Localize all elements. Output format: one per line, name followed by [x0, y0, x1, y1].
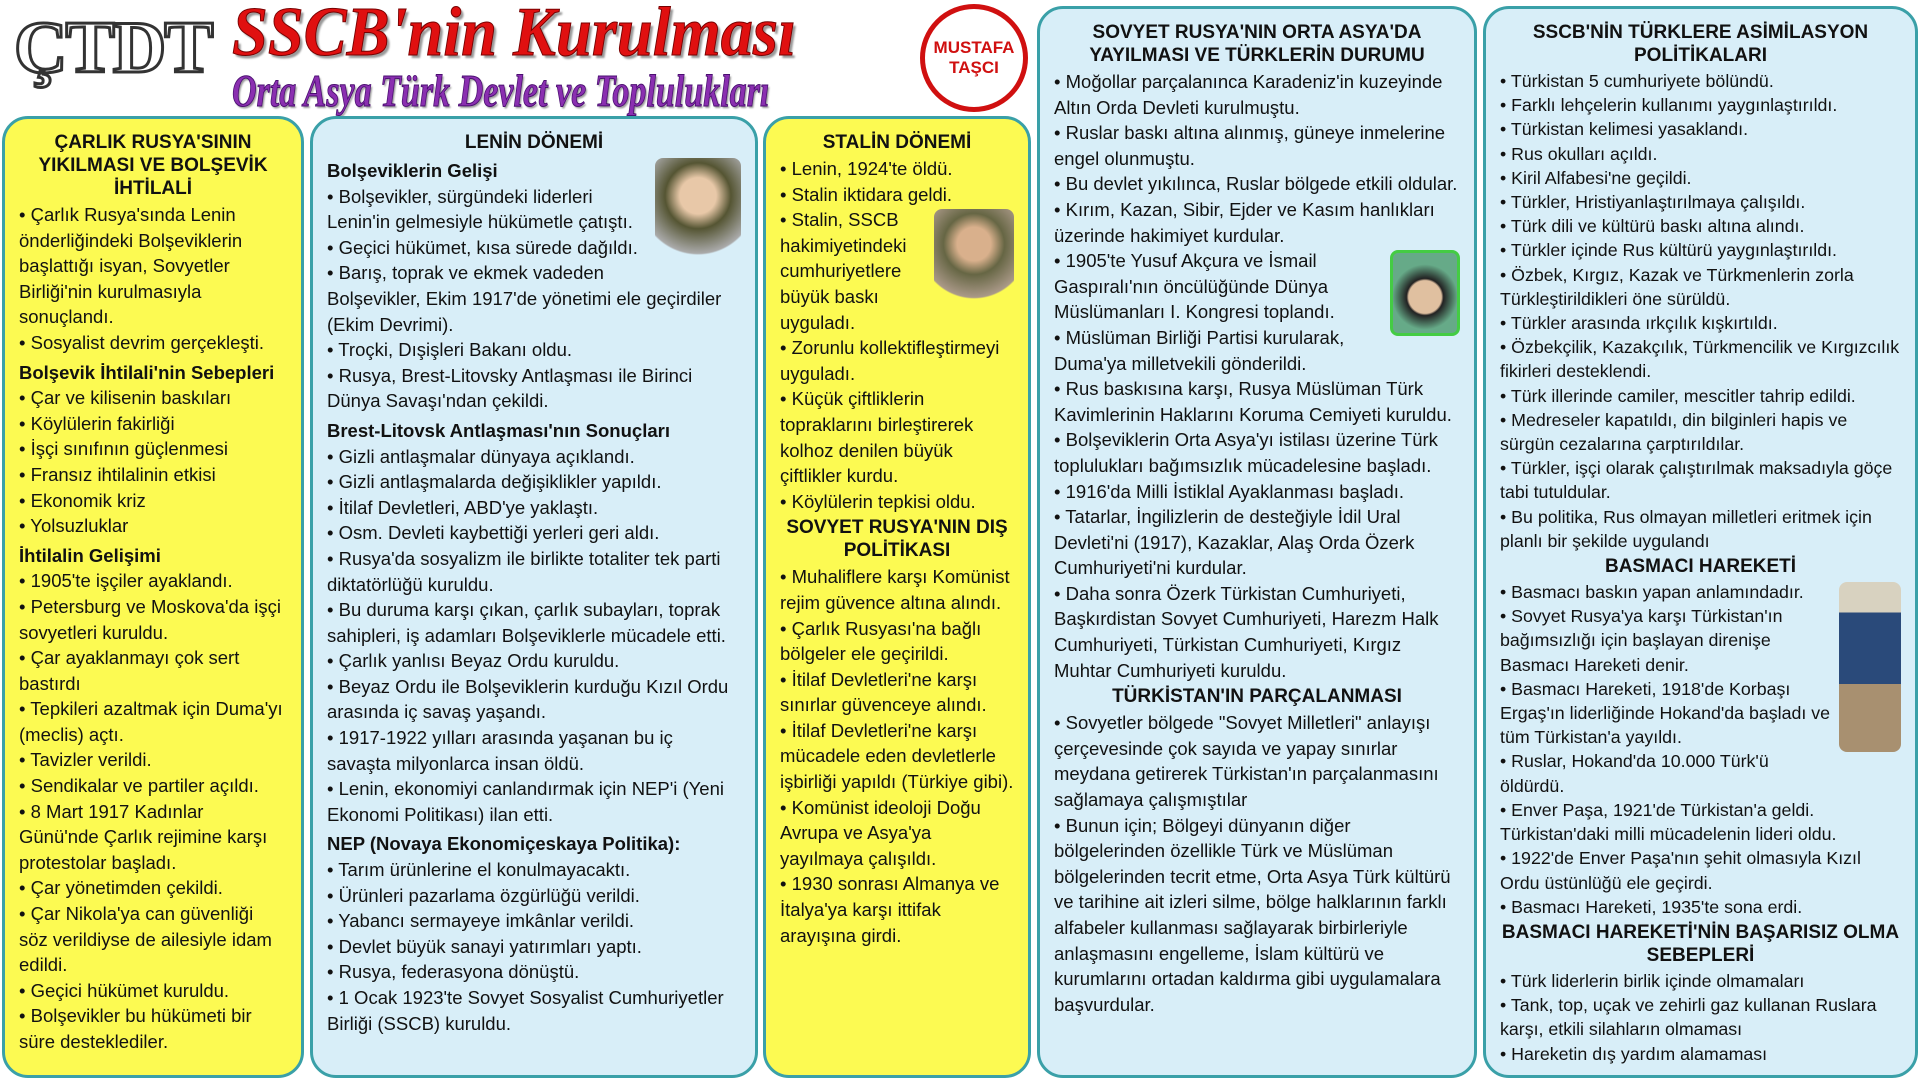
bullet-item: • Türkistan 5 cumhuriyete bölündü.: [1500, 69, 1901, 93]
bullet-item: • 1905'te Yusuf Akçura ve İsmail Gaspıralı'nın öncülüğünde Dünya Müslümanları I. Kongresi toplandı.: [1054, 248, 1460, 325]
bullet-item: • 1 Ocak 1923'te Sovyet Sosyalist Cumhuriyetler Birliği (SSCB) kuruldu.: [327, 985, 741, 1036]
bullet-item: • Muhaliflere karşı Komünist rejim güvence altına alındı.: [780, 564, 1014, 615]
bullet-item: • Bu duruma karşı çıkan, çarlık subayları, toprak sahipleri, iş adamları Bolşeviklerle mücadele etti.: [327, 597, 741, 648]
bullet-item: • Zorunlu kollektifleştirmeyi uyguladı.: [780, 335, 1014, 386]
bullet-item: • Kiril Alfabesi'ne geçildi.: [1500, 166, 1901, 190]
section-heading: TÜRKİSTAN'IN PARÇALANMASI: [1112, 686, 1402, 708]
bullet-item: • Osm. Devleti kaybettiği yerleri geri aldı.: [327, 520, 741, 546]
section-heading: İhtilalin Gelişimi: [19, 544, 161, 566]
bullet-item: • 8 Mart 1917 Kadınlar Günü'nde Çarlık rejimine karşı protestolar başladı.: [19, 799, 287, 876]
bullet-item: • Devlet büyük sanayi yatırımları yaptı.: [327, 934, 741, 960]
bullet-item: • Çarlık Rusyası'na bağlı bölgeler ele geçirildi.: [780, 616, 1014, 667]
bullet-item: • Tank, top, uçak ve zehirli gaz kullanan Ruslara karşı, etkili silahların olmaması: [1500, 993, 1901, 1041]
bullet-item: • Yolsuzluklar: [19, 513, 287, 539]
bullet-item: • Küçük çiftliklerin topraklarını birleştirerek kolhoz denilen büyük çiftlikler kurdu.: [780, 386, 1014, 488]
bullet-item: • Tatarlar, İngilizlerin de desteğiyle İdil Ural Devleti'ni (1917), Kazaklar, Alaş Orda Özerk Cumhuriyeti'ni kurdular.: [1054, 504, 1460, 581]
section-heading: Bolşeviklerin Gelişi: [327, 160, 498, 181]
bullet-item: • Müslüman Birliği Partisi kurularak, Duma'ya milletvekili gönderildi.: [1054, 325, 1460, 376]
column-carlik-rusya: [2, 116, 304, 1078]
bullet-item: • Barış, toprak ve ekmek vadeden Bolşevikler, Ekim 1917'de yönetimi ele geçirdiler (Ekim Devrimi).: [327, 260, 741, 337]
bullet-item: • Basmacı baskın yapan anlamındadır.: [1500, 580, 1901, 604]
section-heading: SOVYET RUSYA'NIN ORTA ASYA'DA YAYILMASI VE TÜRKLERİN DURUMU: [1089, 22, 1425, 66]
bullet-item: • Sendikalar ve partiler açıldı.: [19, 773, 287, 799]
bullet-item: • Bu devlet yıkılınca, Ruslar bölgede etkili oldular.: [1054, 171, 1460, 197]
bullet-item: • 1917-1922 yılları arasında yaşanan bu iç savaşta milyonlarca insan öldü.: [327, 725, 741, 776]
section-heading: STALİN DÖNEMİ: [822, 132, 972, 153]
bullet-item: • Basmacı Hareketi, 1918'de Korbaşı Ergaş'ın liderliğinde Hokand'da başladı ve tüm Türkistan'a yayıldı.: [1500, 677, 1901, 750]
column-stalin: [763, 116, 1031, 1078]
bullet-item: • Stalin iktidara geldi.: [780, 182, 1014, 208]
bullet-item: • Çar ve kilisenin baskıları: [19, 385, 287, 411]
bullet-item: • Bolşevikler, sürgündeki liderleri Lenin'in gelmesiyle hükümetle çatıştı.: [327, 184, 741, 235]
bullet-item: • Tavizler verildi.: [19, 747, 287, 773]
bullet-item: • İtilaf Devletleri'ne karşı sınırlar güvenceye alındı.: [780, 667, 1014, 718]
column-orta-asya: [1037, 6, 1477, 1078]
bullet-item: • Rus okulları açıldı.: [1500, 142, 1901, 166]
bullet-item: • Bolşeviklerin Orta Asya'yı istilası üzerine Türk toplulukları bağımsızlık mücadelesine başladı.: [1054, 427, 1460, 478]
bullet-item: • Çar Nikola'ya can güvenliği söz verildiyse de ailesiyle idam edildi.: [19, 901, 287, 978]
bullet-item: • İtilaf Devletleri, ABD'ye yaklaştı.: [327, 495, 741, 521]
bullet-item: • 1905'te işçiler ayaklandı.: [19, 568, 287, 594]
bullet-item: • Sovyet Rusya'ya karşı Türkistan'ın bağımsızlığı için başlayan direnişe Basmacı Hareketi denir.: [1500, 604, 1901, 677]
bullet-item: • İtilaf Devletleri'ne karşı mücadele eden devletlerle işbirliği yapıldı (Türkiye gibi).: [780, 718, 1014, 795]
stalin-portrait: [934, 209, 1014, 309]
bullet-item: • Troçki, Dışişleri Bakanı oldu.: [327, 337, 741, 363]
bullet-item: • Ekonomik kriz: [19, 488, 287, 514]
page-subtitle: Orta Asya Türk Devlet ve Toplulukları: [232, 65, 770, 116]
bullet-item: • Bunun için; Bölgeyi dünyanın diğer bölgelerinden özellikle Türk ve Müslüman bölgelerinden tecrit etme, Orta Asya Türk kültürü ve tarihine ait izleri silme, bölge halklarının farklı alfabeler kullanması sağlayarak birbirleriyle anlaşmasını engelleme, İslam kültürü ve kurumlarını ortadan kaldırma gibi uygulamalara başvurdular.: [1054, 813, 1460, 1018]
section-heading: SOVYET RUSYA'NIN DIŞ POLİTİKASI: [786, 517, 1008, 562]
section-heading: LENİN DÖNEMİ: [464, 132, 604, 153]
bullet-item: • Farklı lehçelerin kullanımı yaygınlaştırıldı.: [1500, 93, 1901, 117]
bullet-item: • Bolşevikler bu hükümeti bir süre desteklediler.: [19, 1003, 287, 1054]
bullet-item: • 1930 sonrası Almanya ve İtalya'ya karşı ittifak arayışına girdi.: [780, 871, 1014, 948]
bullet-item: • 1916'da Milli İstiklal Ayaklanması başladı.: [1054, 479, 1460, 505]
bullet-item: • Sosyalist devrim gerçekleşti.: [19, 330, 287, 356]
bullet-item: • Türk dili ve kültürü baskı altına alındı.: [1500, 214, 1901, 238]
bullet-item: • Tepkileri azaltmak için Duma'yı (meclis) açtı.: [19, 696, 287, 747]
bullet-item: • Türkistan kelimesi yasaklandı.: [1500, 117, 1901, 141]
bullet-item: • Komünist ideoloji Doğu Avrupa ve Asya'ya yayılmaya çalışıldı.: [780, 795, 1014, 872]
bullet-item: • Geçici hükümet, kısa sürede dağıldı.: [327, 235, 741, 261]
basmaci-figure: [1839, 582, 1901, 752]
bullet-item: • Hareketin dış yardım alamaması: [1500, 1042, 1901, 1066]
bullet-item: • Yabancı sermayeye imkânlar verildi.: [327, 908, 741, 934]
bullet-item: • Bu politika, Rus olmayan milletleri eritmek için planlı bir şekilde uygulandı: [1500, 505, 1901, 553]
bullet-item: • Özbekçilik, Kazakçılık, Türkmencilik ve Kırgızcılık fikirleri desteklendi.: [1500, 335, 1901, 383]
bullet-item: • Rusya'da sosyalizm ile birlikte totaliter tek parti diktatörlüğü kuruldu.: [327, 546, 741, 597]
bullet-item: • Lenin, 1924'te öldü.: [780, 156, 1014, 182]
bullet-item: • Özbek, Kırgız, Kazak ve Türkmenlerin zorla Türkleştirildikleri öne sürüldü.: [1500, 263, 1901, 311]
gaspirali-portrait: [1390, 250, 1460, 336]
bullet-item: • Basmacı Hareketi, 1935'te sona erdi.: [1500, 895, 1901, 919]
bullet-item: • Fransız ihtilalinin etkisi: [19, 462, 287, 488]
section-heading: NEP (Novaya Ekonomiçeskaya Politika):: [327, 833, 681, 855]
column-lenin: [310, 116, 758, 1078]
bullet-item: • Moğollar parçalanınca Karadeniz'in kuzeyinde Altın Orda Devleti kurulmuştu.: [1054, 69, 1460, 120]
bullet-item: • Kırım, Kazan, Sibir, Ejder ve Kasım hanlıkları üzerinde hakimiyet kurdular.: [1054, 197, 1460, 248]
bullet-item: • Çarlık Rusya'sında Lenin önderliğindeki Bolşeviklerin başlattığı isyan, Sovyetler Birliği'nin kurulmasıyla sonuçlandı.: [19, 202, 287, 330]
bullet-item: • Türk liderlerin birlik içinde olmamaları: [1500, 969, 1901, 993]
bullet-item: • Köylülerin fakirliği: [19, 411, 287, 437]
bullet-item: • Türkler içinde Rus kültürü yaygınlaştırıldı.: [1500, 238, 1901, 262]
bullet-item: • Petersburg ve Moskova'da işçi sovyetleri kuruldu.: [19, 594, 287, 645]
bullet-item: • Enver Paşa, 1921'de Türkistan'a geldi. Türkistan'daki milli mücadelenin lideri oldu.: [1500, 798, 1901, 846]
bullet-item: • Çar yönetimden çekildi.: [19, 875, 287, 901]
bullet-item: • Türkler, işçi olarak çalıştırılmak maksadıyla göçe tabi tutuldular.: [1500, 456, 1901, 504]
bullet-item: • Sovyetler bölgede "Sovyet Milletleri" anlayışı çerçevesinde çok sayıda ve yapay sınırlar meydana getirerek Türkistan'ın parçalanmasını sağlamaya çalışmıştılar: [1054, 710, 1460, 812]
bullet-item: • Türk illerinde camiler, mescitler tahrip edildi.: [1500, 384, 1901, 408]
bullet-item: • Türkler arasında ırkçılık kışkırtıldı.: [1500, 311, 1901, 335]
bullet-item: • Çarlık yanlısı Beyaz Ordu kuruldu.: [327, 648, 741, 674]
bullet-item: • Rusya, Brest-Litovsky Antlaşması ile Birinci Dünya Savaşı'ndan çekildi.: [327, 363, 741, 414]
bullet-item: • Ruslar, Hokand'da 10.000 Türk'ü öldürdü.: [1500, 749, 1901, 797]
bullet-item: • Türkler, Hristiyanlaştırılmaya çalışıldı.: [1500, 190, 1901, 214]
bullet-item: • Daha sonra Özerk Türkistan Cumhuriyeti, Başkırdistan Sovyet Cumhuriyeti, Harezm Halk Cumhuriyeti, Türkistan Cumhuriyeti, Kırgız Muhtar Cumhuriyeti kuruldu.: [1054, 581, 1460, 683]
bullet-item: • Beyaz Ordu ile Bolşeviklerin kurduğu Kızıl Ordu arasında iç savaş yaşandı.: [327, 674, 741, 725]
section-heading: ÇARLIK RUSYA'SININ YIKILMASI VE BOLŞEVİK İHTİLALİ: [38, 132, 268, 199]
author-stamp: MUSTAFA TAŞCI: [920, 4, 1028, 112]
section-heading: Bolşevik İhtilali'nin Sebepleri: [19, 361, 275, 383]
logo: ÇTDT: [14, 7, 212, 89]
bullet-item: • Ruslar baskı altına alınmış, güneye inmelerine engel olunmuştu.: [1054, 120, 1460, 171]
column-asimilasyon: [1483, 6, 1918, 1078]
bullet-item: • Ürünleri pazarlama özgürlüğü verildi.: [327, 883, 741, 909]
section-heading: BASMACI HAREKETİ'NİN BAŞARISIZ OLMA SEBEPLERİ: [1501, 921, 1900, 966]
page-title: SSCB'nin Kurulması: [232, 0, 796, 71]
section-heading: SSCB'NİN TÜRKLERE ASİMİLASYON POLİTİKALARI: [1532, 22, 1869, 66]
bullet-item: • Rus baskısına karşı, Rusya Müslüman Türk Kavimlerinin Haklarını Koruma Cemiyeti kuruldu.: [1054, 376, 1460, 427]
lenin-portrait: [655, 158, 741, 266]
bullet-item: • 1922'de Enver Paşa'nın şehit olmasıyla Kızıl Ordu üstünlüğü ele geçirdi.: [1500, 846, 1901, 894]
bullet-item: • Tarım ürünlerine el konulmayacaktı.: [327, 857, 741, 883]
bullet-item: • Medreseler kapatıldı, din bilginleri hapis ve sürgün cezalarına çarptırıldılar.: [1500, 408, 1901, 456]
section-heading: BASMACI HAREKETİ: [1604, 556, 1797, 578]
bullet-item: • Köylülerin tepkisi oldu.: [780, 489, 1014, 515]
bullet-item: • Rusya, federasyona dönüştü.: [327, 959, 741, 985]
bullet-item: • İşçi sınıfının güçlenmesi: [19, 436, 287, 462]
bullet-item: • Çar ayaklanmayı çok sert bastırdı: [19, 645, 287, 696]
bullet-item: • Stalin, SSCB hakimiyetindeki cumhuriyetlere büyük baskı uyguladı.: [780, 207, 1014, 335]
bullet-item: • Gizli antlaşmalar dünyaya açıklandı.: [327, 444, 741, 470]
bullet-item: • Geçici hükümet kuruldu.: [19, 978, 287, 1004]
bullet-item: • Lenin, ekonomiyi canlandırmak için NEP'i (Yeni Ekonomi Politikası) ilan etti.: [327, 776, 741, 827]
bullet-item: • Gizli antlaşmalarda değişiklikler yapıldı.: [327, 469, 741, 495]
section-heading: Brest-Litovsk Antlaşması'nın Sonuçları: [327, 419, 670, 441]
